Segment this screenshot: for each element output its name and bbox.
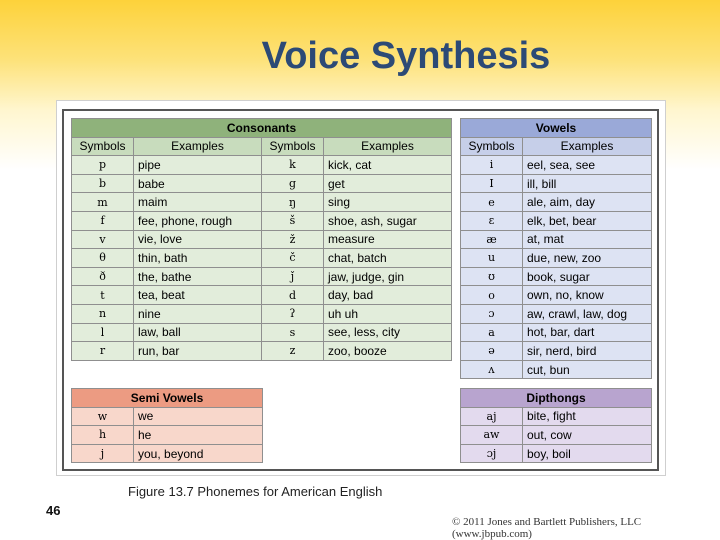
phoneme-symbol: r	[72, 342, 134, 361]
phoneme-examples: get	[324, 174, 452, 193]
column-header: Symbols	[72, 137, 134, 156]
phoneme-examples: tea, beat	[134, 286, 262, 305]
phoneme-symbol: n	[72, 304, 134, 323]
phoneme-symbol: θ	[72, 249, 134, 268]
table-row	[72, 444, 263, 463]
phoneme-examples: thin, bath	[134, 249, 262, 268]
table-row	[461, 230, 652, 249]
table-row	[72, 304, 452, 323]
table-row	[461, 342, 652, 361]
phoneme-symbol: l	[72, 323, 134, 342]
table-row	[72, 156, 452, 175]
phoneme-examples: at, mat	[523, 230, 652, 249]
phoneme-examples: sing	[324, 193, 452, 212]
phoneme-symbol: aw	[461, 426, 523, 445]
phoneme-symbol: w	[72, 407, 134, 426]
table-row	[72, 267, 452, 286]
phoneme-examples: babe	[134, 174, 262, 193]
phoneme-symbol: aj	[461, 407, 523, 426]
phoneme-examples: nine	[134, 304, 262, 323]
phoneme-examples: ale, aim, day	[523, 193, 652, 212]
table-row	[461, 426, 652, 445]
phoneme-examples: see, less, city	[324, 323, 452, 342]
phoneme-examples: he	[134, 426, 263, 445]
phoneme-examples: uh uh	[324, 304, 452, 323]
copyright-notice: © 2011 Jones and Bartlett Publishers, LLC (www.jbpub.com)	[452, 516, 642, 540]
phoneme-symbol: a	[461, 323, 523, 342]
vowels-header: Vowels	[461, 119, 652, 138]
column-header: Symbols	[262, 137, 324, 156]
phoneme-symbol: o	[461, 286, 523, 305]
vowels-table	[460, 118, 652, 379]
phoneme-examples: pipe	[134, 156, 262, 175]
table-row	[72, 286, 452, 305]
phoneme-symbol: t	[72, 286, 134, 305]
table-row	[461, 193, 652, 212]
column-header: Symbols	[461, 137, 523, 156]
column-header: Examples	[324, 137, 452, 156]
table-row	[461, 323, 652, 342]
phoneme-symbol: ǰ	[262, 267, 324, 286]
phoneme-symbol: v	[72, 230, 134, 249]
phoneme-examples: cut, bun	[523, 360, 652, 379]
phoneme-examples: run, bar	[134, 342, 262, 361]
phoneme-symbol: e	[461, 193, 523, 212]
phoneme-symbol: č	[262, 249, 324, 268]
consonants-header: Consonants	[72, 119, 452, 138]
phoneme-examples: chat, batch	[324, 249, 452, 268]
phoneme-examples: fee, phone, rough	[134, 211, 262, 230]
semi-vowels-table	[71, 388, 263, 463]
phoneme-examples: hot, bar, dart	[523, 323, 652, 342]
phoneme-examples: maim	[134, 193, 262, 212]
phoneme-symbol: ə	[461, 342, 523, 361]
phoneme-symbol: m	[72, 193, 134, 212]
phoneme-symbol: ž	[262, 230, 324, 249]
phoneme-examples: book, sugar	[523, 267, 652, 286]
table-row	[72, 407, 263, 426]
phoneme-symbol: p	[72, 156, 134, 175]
phoneme-examples: the, bathe	[134, 267, 262, 286]
table-row	[461, 360, 652, 379]
phoneme-symbol: s	[262, 323, 324, 342]
figure-caption: Figure 13.7 Phonemes for American English	[128, 484, 383, 499]
table-row	[461, 304, 652, 323]
phoneme-examples: we	[134, 407, 263, 426]
phoneme-examples: measure	[324, 230, 452, 249]
phoneme-examples: boy, boil	[523, 444, 652, 463]
phoneme-examples: shoe, ash, sugar	[324, 211, 452, 230]
semi-vowels-header: Semi Vowels	[72, 389, 263, 408]
phoneme-examples: jaw, judge, gin	[324, 267, 452, 286]
table-row	[72, 323, 452, 342]
phoneme-symbol: z	[262, 342, 324, 361]
table-row	[461, 211, 652, 230]
phoneme-symbol: ɔ	[461, 304, 523, 323]
consonants-table	[71, 118, 452, 361]
phoneme-symbol: ð	[72, 267, 134, 286]
table-row	[72, 426, 263, 445]
phoneme-examples: elk, bet, bear	[523, 211, 652, 230]
phoneme-symbol: ʊ	[461, 267, 523, 286]
phoneme-symbol: ŋ	[262, 193, 324, 212]
phoneme-symbol: j	[72, 444, 134, 463]
phoneme-examples: sir, nerd, bird	[523, 342, 652, 361]
phoneme-examples: day, bad	[324, 286, 452, 305]
table-row	[72, 211, 452, 230]
phoneme-symbol: g	[262, 174, 324, 193]
table-row	[72, 174, 452, 193]
table-row	[72, 249, 452, 268]
phoneme-symbol: ɔj	[461, 444, 523, 463]
table-row	[72, 342, 452, 361]
table-row	[461, 156, 652, 175]
phoneme-examples: bite, fight	[523, 407, 652, 426]
table-row	[72, 230, 452, 249]
table-row	[72, 193, 452, 212]
phoneme-symbol: æ	[461, 230, 523, 249]
phoneme-examples: aw, crawl, law, dog	[523, 304, 652, 323]
phoneme-examples: kick, cat	[324, 156, 452, 175]
phoneme-symbol: d	[262, 286, 324, 305]
slide-title: Voice Synthesis	[261, 35, 551, 77]
table-row	[461, 267, 652, 286]
phoneme-symbol: k	[262, 156, 324, 175]
table-row	[461, 174, 652, 193]
table-row	[461, 444, 652, 463]
phoneme-symbol: ʌ	[461, 360, 523, 379]
phoneme-examples: out, cow	[523, 426, 652, 445]
phoneme-symbol: h	[72, 426, 134, 445]
dipthongs-table	[460, 388, 652, 463]
phoneme-examples: law, ball	[134, 323, 262, 342]
phoneme-symbol: ɛ	[461, 211, 523, 230]
column-header: Examples	[134, 137, 262, 156]
phoneme-examples: you, beyond	[134, 444, 263, 463]
column-header: Examples	[523, 137, 652, 156]
phoneme-symbol: f	[72, 211, 134, 230]
table-row	[461, 249, 652, 268]
phoneme-symbol: ʔ	[262, 304, 324, 323]
phoneme-examples: eel, sea, see	[523, 156, 652, 175]
phoneme-examples: own, no, know	[523, 286, 652, 305]
phoneme-examples: vie, love	[134, 230, 262, 249]
table-row	[461, 286, 652, 305]
table-row	[461, 407, 652, 426]
phoneme-symbol: u	[461, 249, 523, 268]
page-number: 46	[46, 503, 61, 518]
phoneme-examples: due, new, zoo	[523, 249, 652, 268]
phoneme-examples: zoo, booze	[324, 342, 452, 361]
phoneme-symbol: b	[72, 174, 134, 193]
phoneme-symbol: i	[461, 156, 523, 175]
phoneme-examples: ill, bill	[523, 174, 652, 193]
phoneme-symbol: š	[262, 211, 324, 230]
phoneme-symbol: I	[461, 174, 523, 193]
dipthongs-header: Dipthongs	[461, 389, 652, 408]
